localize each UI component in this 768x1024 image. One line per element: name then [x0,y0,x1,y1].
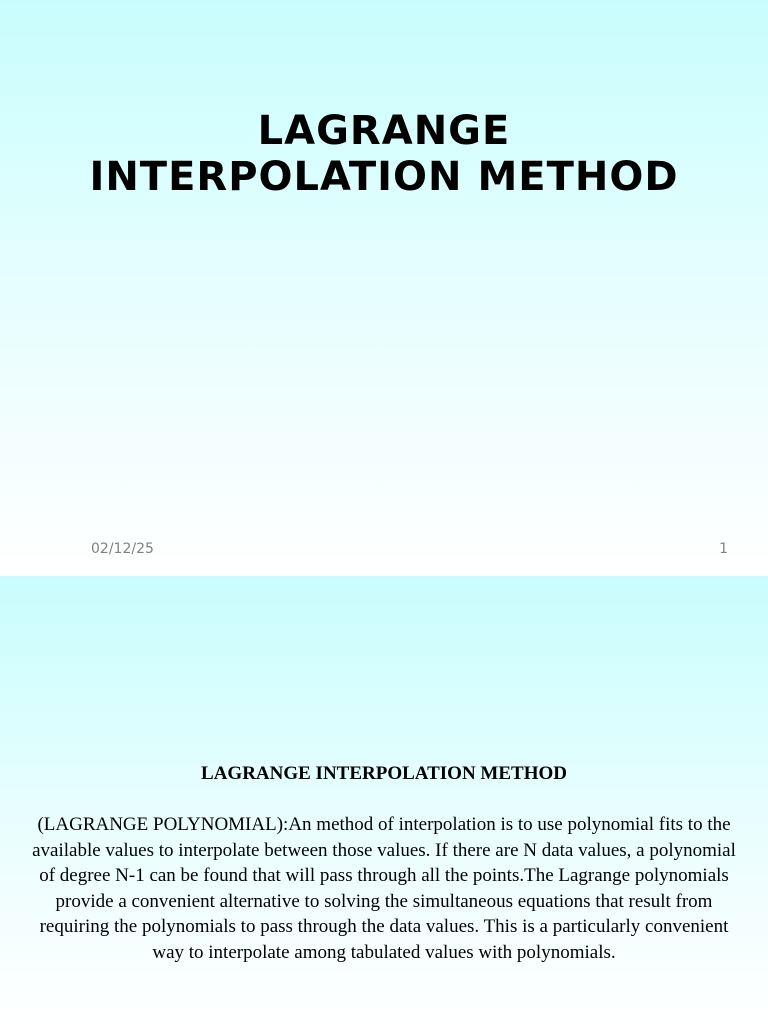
content-slide [0,576,768,1024]
content-body: (LAGRANGE POLYNOMIAL):An method of interpolation is to use polynomial fits to the available values to interpolate between those values. If there are N data values, a polynomial of degree N-1 can be found that will pass through all the points.The Lagrange polynomials provide a convenient alternative to solving the simultaneous equations that result from requiring the polynomials to pass through the data values. This is a particularly convenient way to interpolate among tabulated values with polynomials. [32,814,736,963]
content-heading: LAGRANGE INTERPOLATION METHOD [201,763,567,784]
slide-date: 02/12/25 [91,541,154,557]
slide-number: 1 [719,541,728,557]
slide-title-line-1: LAGRANGE [257,108,511,154]
slide-title [0,108,768,200]
slide-title-line-2: INTERPOLATION METHOD [89,154,679,200]
